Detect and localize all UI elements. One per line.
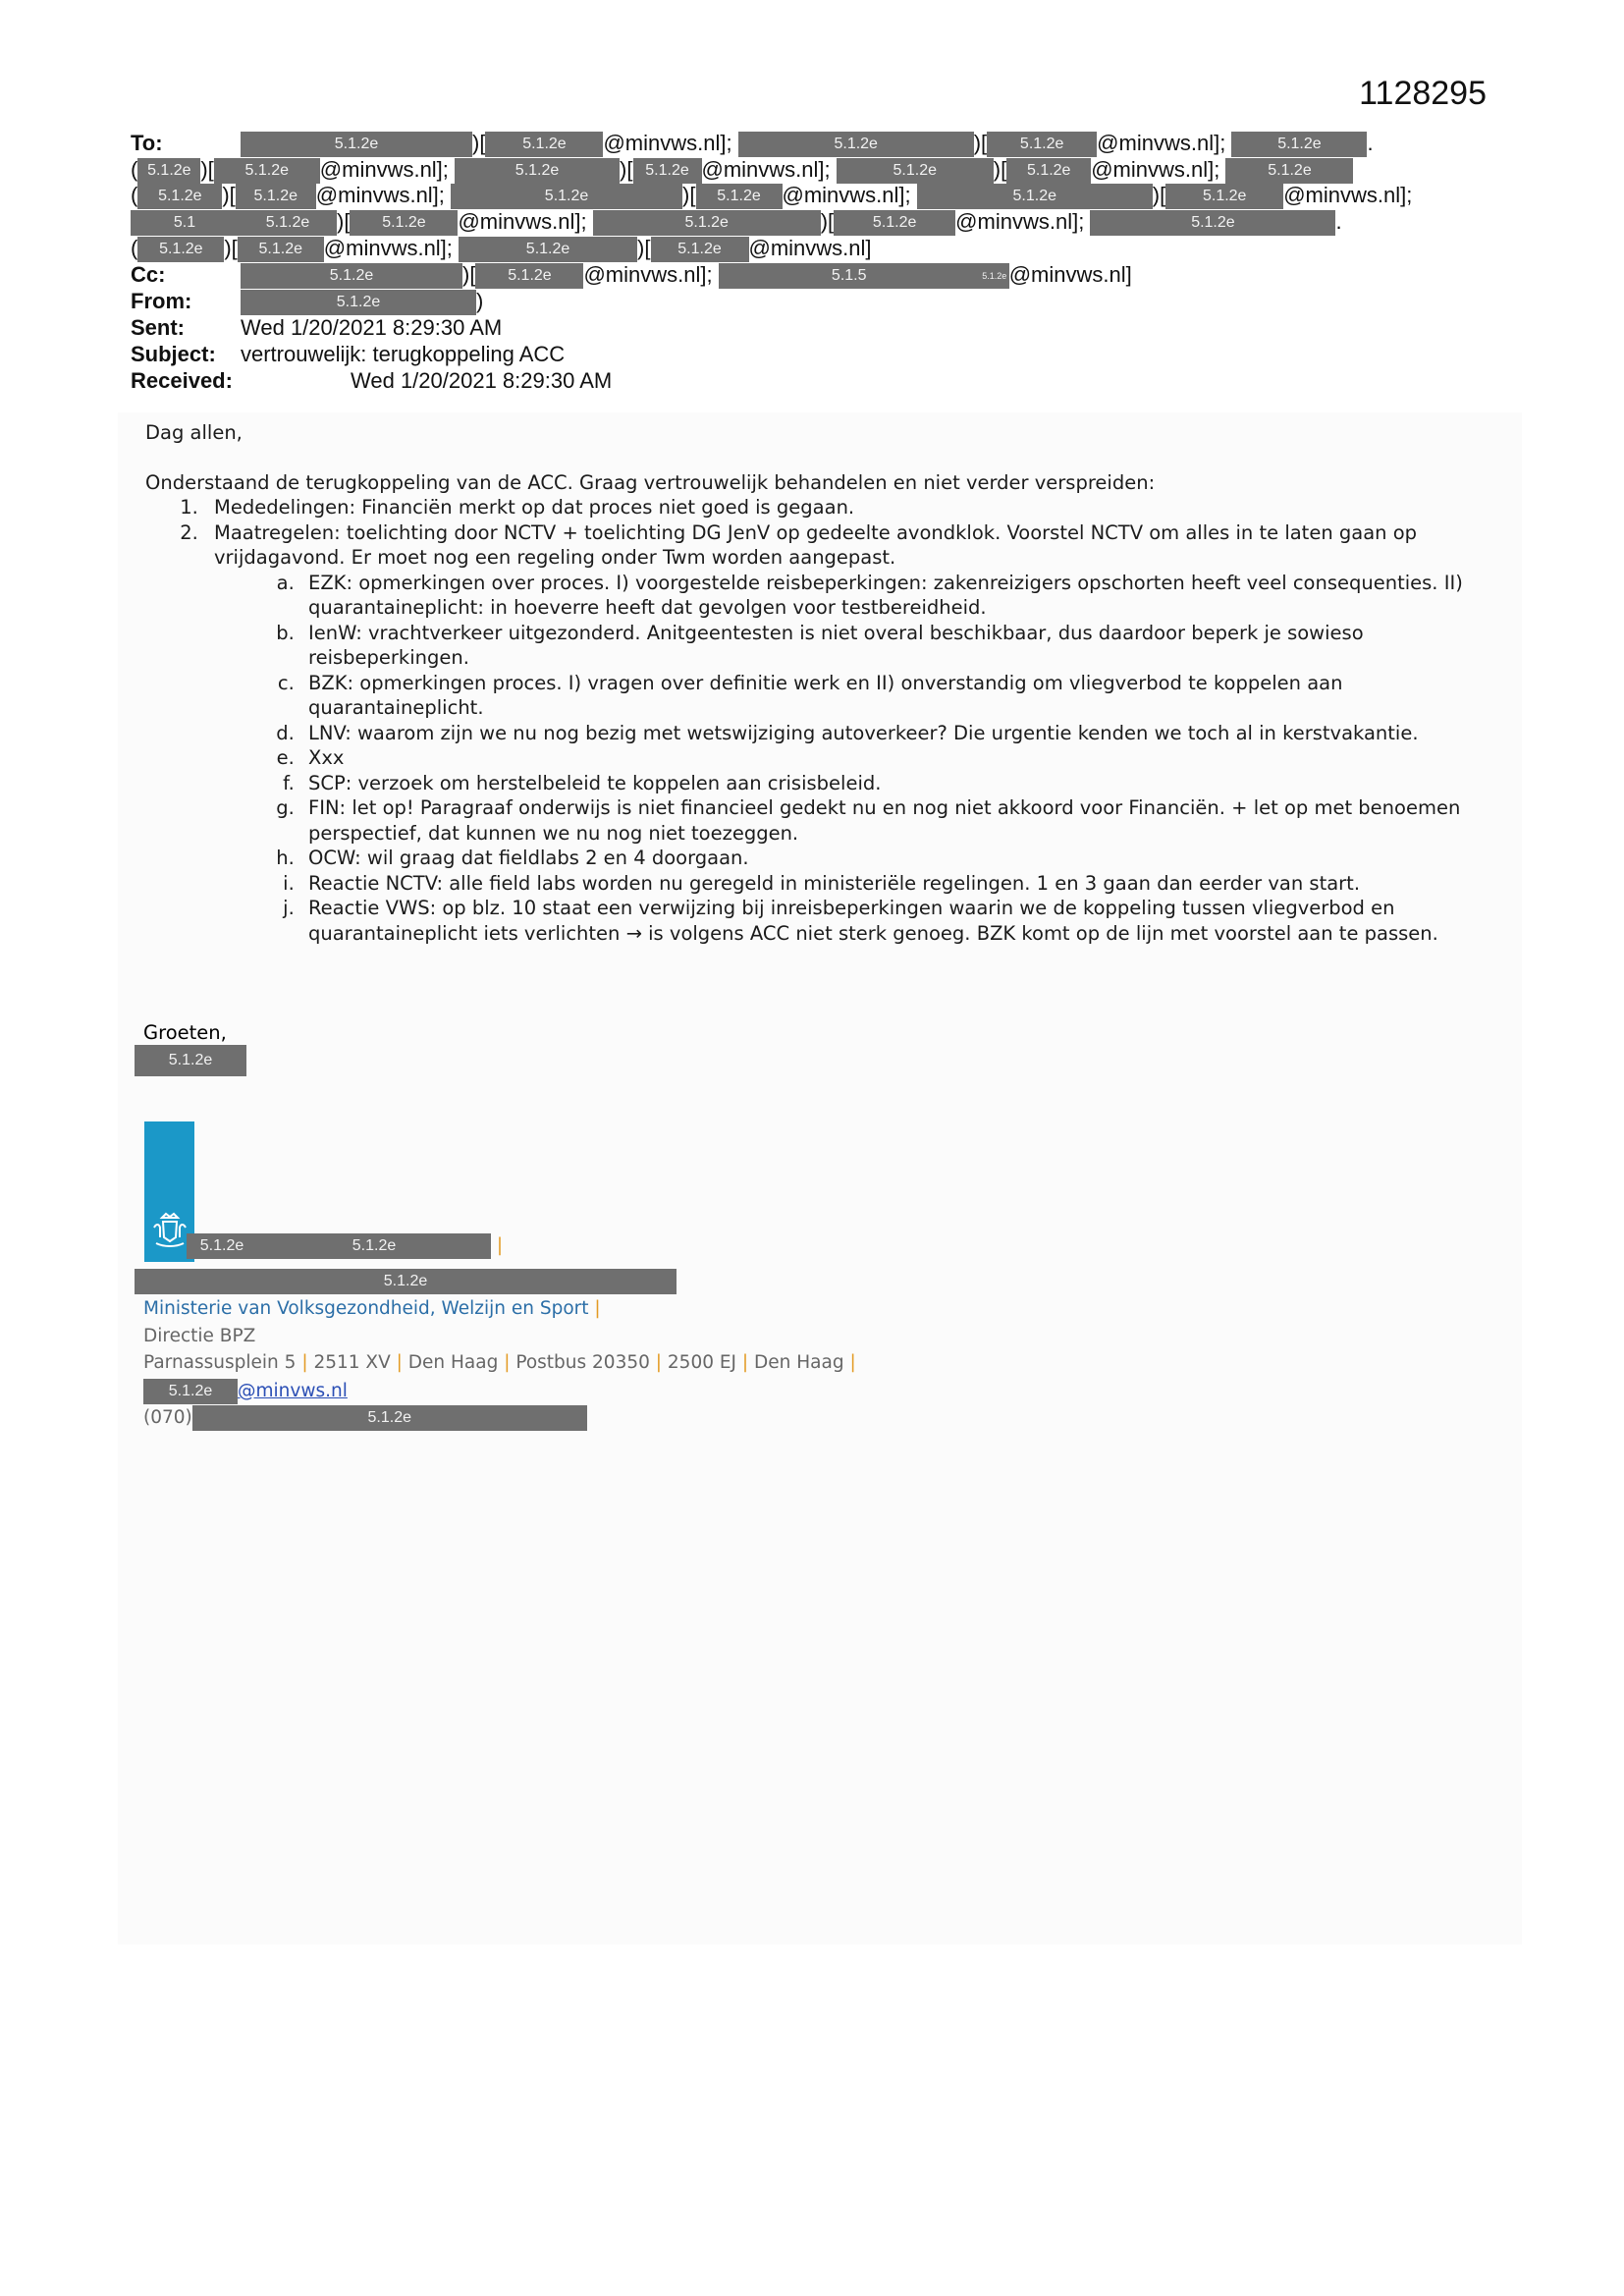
redaction-block: 5.1.2e <box>837 158 994 184</box>
agenda-item: 2. Maatregelen: toelichting door NCTV + toelichting DG JenV op gedeelte avondklok. Voorstel NCTV om alles in te laten gaan op vrijdagavond. Er moet nog een regeling onder Twm worden aangepast. a. EZK: opmerkingen over proces. I) voorgestelde reisbeperkingen: zakenreizigers opschorten heeft veel consequenties. II) quarantaineplicht: in hoeverre heeft dat gevolgen voor testbereidheid. b. IenW: vrachtverkeer uitgezonderd. Anitgeentesten is niet overal beschikbaar, dus daardoor beperk je sowieso reisbeperkingen. c. BZK: opmerkingen proces. I) vragen over definitie werk en II) onverstandig om vliegverbod te koppelen aan quarantaineplicht. d. LNV: waarom zijn we nu nog bezig met wetswijziging autoverkeer? Die urgentie kenden we toch al in kerstvakantie. e. Xxx f. SCP: verzoek om herstelbeleid te koppelen aan crisisbeleid. g. FIN: let op! Paragraaf onderwijs is niet financieel gedekt nu en nog niet akkoord voor Financiën. + let op met benoemen perspectief, dat kunnen we nu nog niet toezeggen. h. OCW: wil graag dat fieldlabs 2 en 4 doorgaan. i. Reactie NCTV: alle field labs worden nu geregeld in ministeriële regelingen. 1 en 3 gaan dan eerder van start. j. Reactie VWS: op blz. 10 staat een verwijzing bij inreisbeperkingen waarin we de koppeling tussen vliegverbod en quarantaineplicht iets verlichten → is volgens ACC niet sterk genoeg. BZK komt op de lijn met voorstel aan te passen. <box>204 520 1500 947</box>
redaction-block: 5.1.2e <box>1231 132 1367 157</box>
redaction-block: 5.1.2e <box>137 237 224 262</box>
redaction-block: 5.1.2e <box>241 263 462 289</box>
sub-item: j. Reactie VWS: op blz. 10 staat een verwijzing bij inreisbeperkingen waarin we de koppeling tussen vliegverbod en quarantaineplicht iets verlichten → is volgens ACC niet sterk genoeg. BZK komt op de lijn met voorstel aan te passen. <box>300 896 1500 946</box>
crest-icon <box>148 1208 191 1251</box>
redaction-block: 5.1.2e <box>257 1233 491 1259</box>
subject-line <box>131 342 565 367</box>
ministry-line: Ministerie van Volksgezondheid, Welzijn en Sport | <box>143 1298 601 1319</box>
redaction-block: 5.1.2e <box>451 184 682 209</box>
redaction-block: 5.1.2e <box>236 184 316 209</box>
redaction-block: 5.1.2e <box>1006 158 1091 184</box>
redaction-block: 5.1.2e <box>455 158 620 184</box>
from-label: From: <box>131 289 192 313</box>
agenda-list <box>145 495 1500 946</box>
to-line-2: ( 5.1.2e )[ 5.1.2e @minvws.nl]; 5.1.2e )[ 5.1.2e @minvws.nl]; 5.1.2e )[ 5.1.2e @minvws.nl]; 5.1.2e <box>131 157 1353 184</box>
redaction-block: 5.1.2e <box>593 210 821 236</box>
redaction-block: 5.1.2e <box>1225 158 1353 184</box>
subject-label: Subject: <box>131 342 216 366</box>
redaction-block: 5.1.2e <box>241 290 476 315</box>
received-line <box>131 368 612 394</box>
signature-redactions: 5.1.2e 5.1.2e | <box>187 1233 503 1259</box>
email-body <box>145 420 1500 946</box>
sub-item: e. Xxx <box>300 745 1500 771</box>
redaction-block: 5.1.2e <box>135 1269 677 1294</box>
email-link[interactable]: @minvws.nl <box>238 1381 348 1401</box>
sub-item: a. EZK: opmerkingen over proces. I) voorgestelde reisbeperkingen: zakenreizigers opschorten heeft veel consequenties. II) quarantaineplicht: in hoeverre heeft dat gevolgen voor testbereidheid. <box>300 571 1500 621</box>
redaction-block: 5.1 <box>131 210 239 236</box>
redaction-block: 5.1.2e <box>1090 210 1335 236</box>
closing: Groeten, <box>143 1021 227 1044</box>
received-label: Received: <box>131 368 233 393</box>
redaction-block: 5.1.2e <box>651 237 749 262</box>
redaction-block: 5.1.2e <box>633 158 702 184</box>
redaction-block: 5.1.2e <box>137 158 200 184</box>
sub-item: h. OCW: wil graag dat fieldlabs 2 en 4 doorgaan. <box>300 846 1500 871</box>
redaction-block: 5.1.2e <box>135 1045 246 1076</box>
redaction-block: 5.1.2e <box>485 132 603 157</box>
phone-line: (070) 5.1.2e <box>143 1405 587 1431</box>
greeting: Dag allen, <box>145 421 243 444</box>
to-line-4: 5.1 5.1.2e )[ 5.1.2e @minvws.nl]; 5.1.2e )[ 5.1.2e @minvws.nl]; 5.1.2e . <box>131 209 1342 236</box>
intro-paragraph: Onderstaand de terugkoppeling van de ACC. Graag vertrouwelijk behandelen en niet verder verspreiden: <box>145 470 1156 494</box>
redaction-block: 5.1.2e <box>475 263 583 289</box>
redaction-block: 5.1.2e <box>980 263 1009 289</box>
redaction-block: 5.1.2e <box>241 132 472 157</box>
sub-item: g. FIN: let op! Paragraaf onderwijs is niet financieel gedekt nu en nog niet akkoord voor Financiën. + let op met benoemen perspectief, dat kunnen we nu nog niet toezeggen. <box>300 795 1500 846</box>
redaction-block: 5.1.5 <box>719 263 980 289</box>
directorate: Directie BPZ <box>143 1326 256 1346</box>
redaction-block: 5.1.2e <box>834 210 955 236</box>
redaction-block: 5.1.2e <box>143 1379 238 1404</box>
email-line <box>143 1379 348 1404</box>
subject-value: vertrouwelijk: terugkoppeling ACC <box>241 342 566 366</box>
sub-item: f. SCP: verzoek om herstelbeleid te koppelen aan crisisbeleid. <box>300 771 1500 796</box>
to-line-1: To: 5.1.2e )[ 5.1.2e @minvws.nl]; 5.1.2e )[ 5.1.2e @minvws.nl]; 5.1.2e . <box>131 131 1374 157</box>
to-label: To: <box>131 131 163 155</box>
redaction-block: 5.1.2e <box>214 158 320 184</box>
received-value: Wed 1/20/2021 8:29:30 AM <box>351 368 613 393</box>
sub-item: d. LNV: waarom zijn we nu nog bezig met wetswijziging autoverkeer? Die urgentie kenden we toch al in kerstvakantie. <box>300 721 1500 746</box>
redaction-block: 5.1.2e <box>187 1233 257 1259</box>
redaction-block: 5.1.2e <box>738 132 974 157</box>
cc-label: Cc: <box>131 262 166 287</box>
sub-item: i. Reactie NCTV: alle field labs worden nu geregeld in ministeriële regelingen. 1 en 3 gaan dan eerder van start. <box>300 871 1500 897</box>
sub-item: b. IenW: vrachtverkeer uitgezonderd. Anitgeentesten is niet overal beschikbaar, dus daardoor beperk je sowieso reisbeperkingen. <box>300 621 1500 671</box>
redaction-block: 5.1.2e <box>459 237 637 262</box>
sent-label: Sent: <box>131 315 185 340</box>
signature-title-redaction <box>135 1269 677 1294</box>
ministry-name: Ministerie van Volksgezondheid, Welzijn en Sport <box>143 1298 589 1319</box>
cc-line: Cc: 5.1.2e )[ 5.1.2e @minvws.nl]; 5.1.5 5.1.2e @minvws.nl] <box>131 262 1132 289</box>
sent-value: Wed 1/20/2021 8:29:30 AM <box>241 315 503 340</box>
redaction-block: 5.1.2e <box>917 184 1153 209</box>
redaction-block: 5.1.2e <box>1165 184 1283 209</box>
redaction-block: 5.1.2e <box>350 210 458 236</box>
to-line-3: ( 5.1.2e )[ 5.1.2e @minvws.nl]; 5.1.2e )[ 5.1.2e @minvws.nl]; 5.1.2e )[ 5.1.2e @minvws.nl]; <box>131 183 1412 209</box>
document-number: 1128295 <box>1359 75 1487 112</box>
signature-name <box>135 1045 246 1076</box>
address-line: Parnassusplein 5 | 2511 XV | Den Haag | Postbus 20350 | 2500 EJ | Den Haag | <box>143 1352 856 1373</box>
redaction-block: 5.1.2e <box>987 132 1097 157</box>
sub-list <box>214 571 1500 947</box>
redaction-block: 5.1.2e <box>238 237 324 262</box>
to-line-5: ( 5.1.2e )[ 5.1.2e @minvws.nl]; 5.1.2e )[ 5.1.2e @minvws.nl] <box>131 236 872 262</box>
from-line: From: 5.1.2e ) <box>131 289 483 315</box>
redaction-block: 5.1.2e <box>192 1405 587 1431</box>
sub-item: c. BZK: opmerkingen proces. I) vragen over definitie werk en II) onverstandig om vliegverbod te koppelen aan quarantaineplicht. <box>300 671 1500 721</box>
redaction-block: 5.1.2e <box>696 184 783 209</box>
agenda-item: 1. Mededelingen: Financiën merkt op dat proces niet goed is gegaan. <box>204 495 1500 520</box>
sent-line <box>131 315 502 341</box>
redaction-block: 5.1.2e <box>239 210 337 236</box>
redaction-block: 5.1.2e <box>137 184 222 209</box>
